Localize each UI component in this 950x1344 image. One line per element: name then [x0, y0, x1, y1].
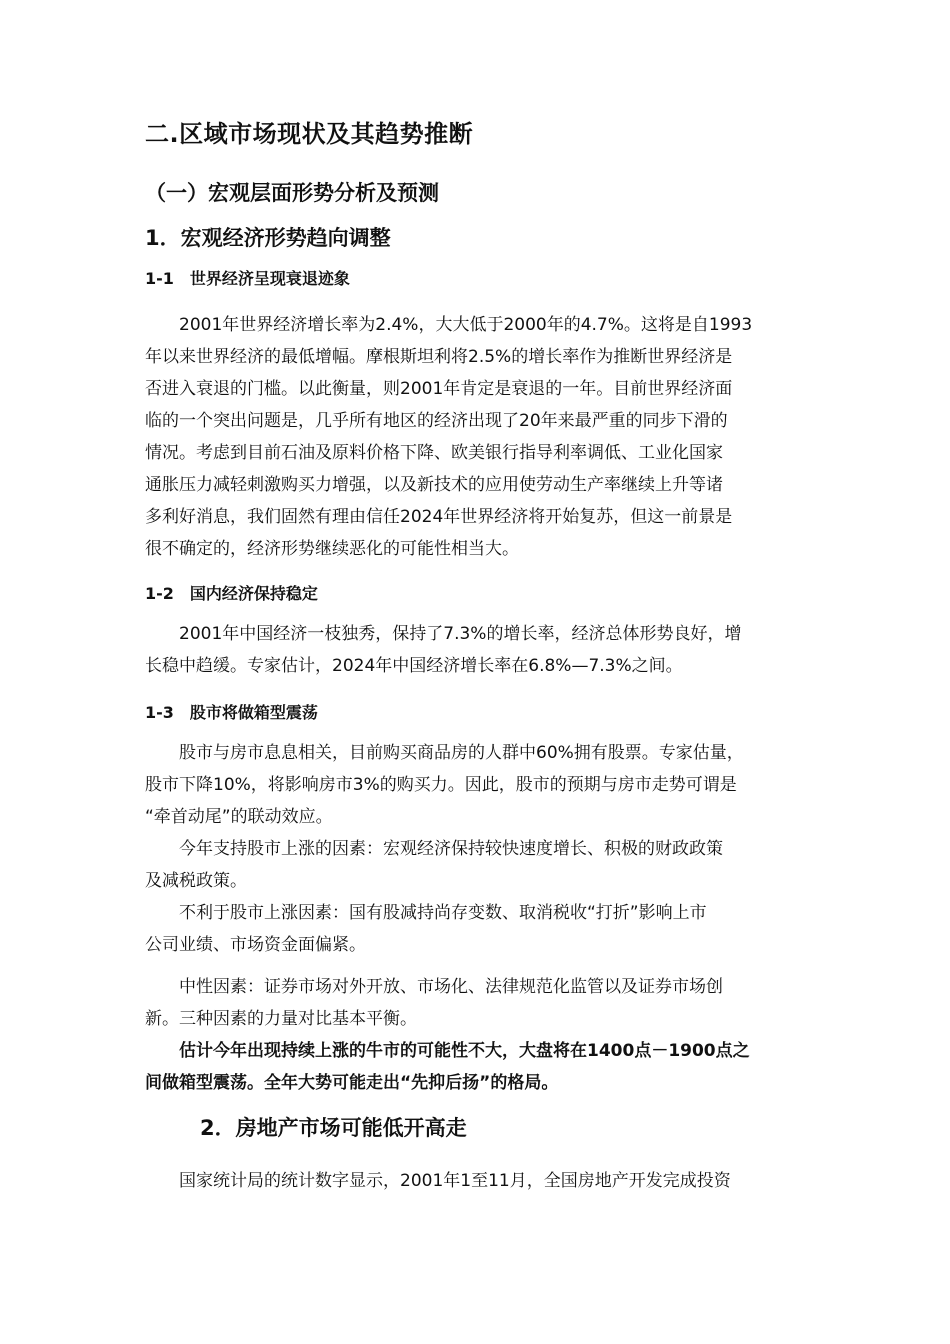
text-line: 间做箱型震荡。全年大势可能走出“先抑后扬”的格局。	[145, 1073, 559, 1093]
sub-heading: （一）宏观层面形势分析及预测	[145, 181, 439, 205]
text-line: 通胀压力减轻刺激购买力增强，以及新技术的应用使劳动生产率继续上升等诸	[145, 475, 723, 495]
text-line: 估计今年出现持续上涨的牛市的可能性不大，大盘将在1400点－1900点之	[145, 1041, 750, 1061]
subsection-1-3-title: 1-3 股市将做箱型震荡	[145, 703, 318, 722]
text-line: 股市与房市息息相关，目前购买商品房的人群中60%拥有股票。专家估量，	[145, 743, 744, 763]
section-1-title: 1．宏观经济形势趋向调整	[145, 226, 391, 250]
text-line: “牵首动尾”的联动效应。	[145, 807, 333, 827]
text-line: 股市下降10%，将影响房市3%的购买力。因此，股市的预期与房市走势可谓是	[145, 775, 737, 795]
text-line: 及减税政策。	[145, 871, 247, 891]
section-2-paragraph	[145, 1165, 731, 1197]
text-line: 临的一个突出问题是，几乎所有地区的经济出现了20年来最严重的同步下滑的	[145, 411, 728, 431]
text-line: 新。三种因素的力量对比基本平衡。	[145, 1009, 417, 1029]
section-2-title: 2．房地产市场可能低开高走	[200, 1116, 467, 1140]
text-line: 2001年中国经济一枝独秀，保持了7.3%的增长率，经济总体形势良好，增	[145, 624, 742, 644]
text-line: 中性因素：证券市场对外开放、市场化、法律规范化监管以及证券市场创	[145, 977, 723, 997]
subsection-1-1-title: 1-1 世界经济呈现衰退迹象	[145, 269, 350, 288]
subsection-1-2-paragraph	[145, 618, 741, 682]
subsection-1-3-paragraph-4	[145, 971, 723, 1035]
text-line: 2001年世界经济增长率为2.4%，大大低于2000年的4.7%。这将是自1993	[145, 315, 753, 335]
text-line: 长稳中趋缓。专家估计，2024年中国经济增长率在6.8%—7.3%之间。	[145, 656, 683, 676]
text-line: 公司业绩、市场资金面偏紧。	[145, 935, 366, 955]
text-line: 否进入衰退的门槛。以此衡量，则2001年肯定是衰退的一年。目前世界经济面	[145, 379, 733, 399]
text-line: 今年支持股市上涨的因素：宏观经济保持较快速度增长、积极的财政政策	[145, 839, 723, 859]
text-line: 情况。考虑到目前石油及原料价格下降、欧美银行指导利率调低、工业化国家	[145, 443, 723, 463]
subsection-1-3-conclusion	[145, 1035, 750, 1099]
main-heading: 二.区域市场现状及其趋势推断	[145, 120, 474, 148]
text-line: 不利于股市上涨因素：国有股减持尚存变数、取消税收“打折”影响上市	[145, 903, 707, 923]
subsection-1-2-title: 1-2 国内经济保持稳定	[145, 584, 318, 603]
subsection-1-3-paragraph-2	[145, 833, 723, 897]
subsection-1-1-paragraph	[145, 309, 752, 565]
text-line: 多利好消息，我们固然有理由信任2024年世界经济将开始复苏，但这一前景是	[145, 507, 733, 527]
subsection-1-3-paragraph-3	[145, 897, 707, 961]
text-line: 国家统计局的统计数字显示，2001年1至11月，全国房地产开发完成投资	[145, 1171, 731, 1191]
subsection-1-3-paragraph-1	[145, 737, 744, 833]
text-line: 很不确定的，经济形势继续恶化的可能性相当大。	[145, 539, 519, 559]
text-line: 年以来世界经济的最低增幅。摩根斯坦利将2.5%的增长率作为推断世界经济是	[145, 347, 733, 367]
